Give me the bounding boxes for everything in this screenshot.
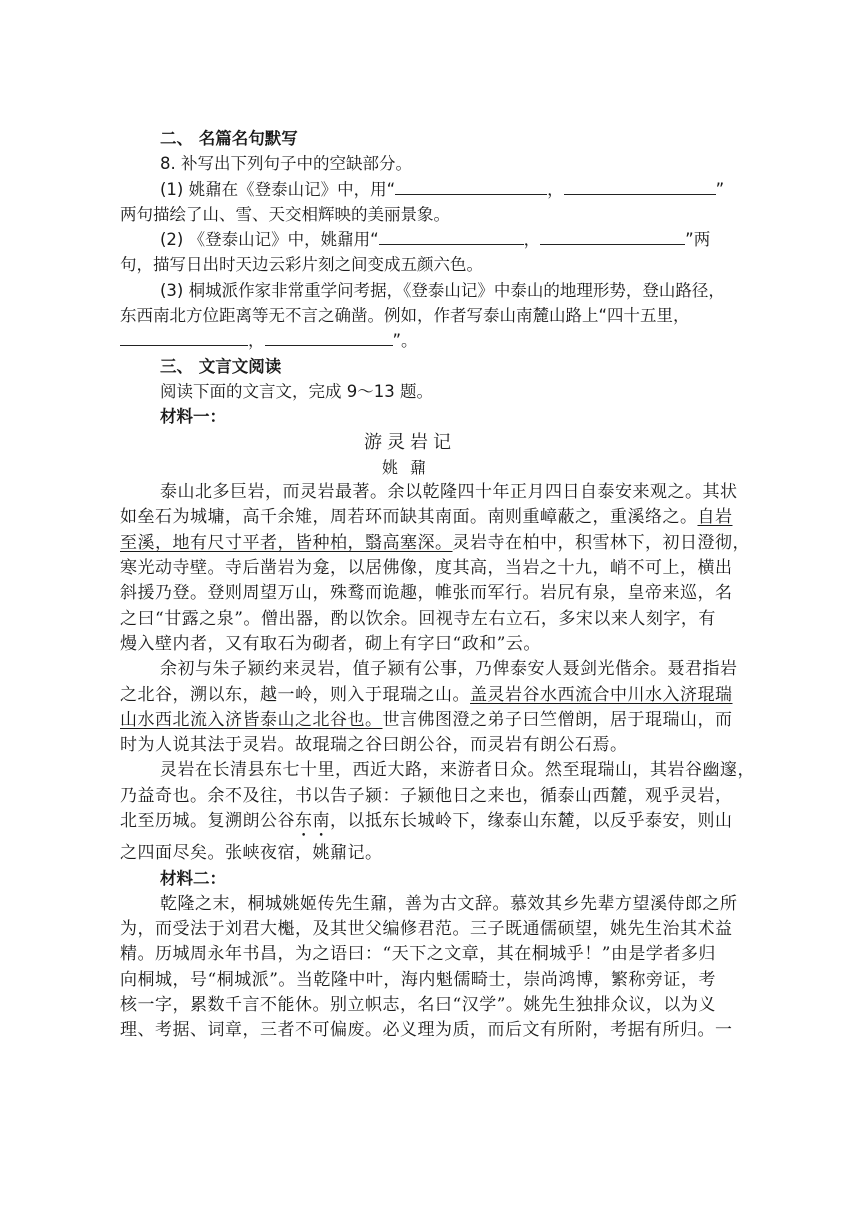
question-8-1-continued: 两句描绘了山、雪、天交相辉映的美丽景象。 xyxy=(120,204,450,224)
paragraph-line: 熳入壁内者，又有取石为砌者，砌上有字曰“政和”云。 xyxy=(120,633,541,654)
question-8-3-continued: 东西南北方位距离等无不言之确凿。例如，作者写泰山南麓山路上“四十五里， xyxy=(120,306,690,326)
paragraph-line: 精。历城周永年书昌，为之语曰：“天下之文章，其在桐城乎！”由是学者多归 xyxy=(120,944,716,965)
paragraph-line: 之四面尽矣。张峡夜宿，姚鼐记。 xyxy=(120,843,383,864)
section-heading-3: 三、 文言文阅读 xyxy=(160,356,282,376)
paragraph-line: 时为人说其法于灵岩。故琨瑞之谷曰朗公谷，而灵岩有朗公石焉。 xyxy=(120,735,628,756)
underlined-sentence: 山水西北流入济皆泰山之北谷也。 xyxy=(120,709,383,730)
underlined-sentence: 至溪，地有尺寸平者，皆种柏，翳高塞深。 xyxy=(120,532,453,553)
question-8-2: (2) 《登泰山记》中，姚鼐用“ ， ”两 xyxy=(160,227,740,252)
paragraph-line: 核一字，累数千言不能休。别立帜志，名曰“汉学”。姚先生独排众议，以为义 xyxy=(120,994,716,1015)
answer-blank[interactable] xyxy=(564,177,716,195)
section-heading-2: 二、 名篇名句默写 xyxy=(160,129,298,148)
answer-blank[interactable] xyxy=(379,227,524,245)
paragraph-line: 乾隆之末，桐城姚姬传先生鼐，善为古文辞。慕效其乡先辈方望溪侍郎之所 xyxy=(160,893,738,914)
paragraph-line: 乃益奇也。余不及往，书以告子颍：子颍他日之来也，循泰山西麓，观乎灵岩， xyxy=(120,785,733,806)
reading-intro: 阅读下面的文言文，完成 9～13 题。 xyxy=(160,381,433,401)
paragraph-line: 为，而受法于刘君大櫆，及其世父编修君范。三子既通儒硕望，姚先生治其术益 xyxy=(120,918,733,939)
emphasized-word: 东南 xyxy=(295,811,330,832)
essay-author: 姚鼐 xyxy=(381,457,438,477)
document-page xyxy=(120,126,755,1043)
paragraph-line: 寒光动寺壁。寺后凿岩为龛，以居佛像，度其高，当岩之十九，峭不可上，横出 xyxy=(120,558,733,579)
paragraph-line: 之北谷，溯以东，越一岭，则入于琨瑞之山。盖灵岩谷水西流合中川水入济琨瑞 xyxy=(120,684,733,705)
paragraph-line: 余初与朱子颍约来灵岩，值子颍有公事，乃俾泰安人聂剑光偕余。聂君指岩 xyxy=(160,659,738,680)
question-8-1: (1) 姚鼐在《登泰山记》中，用“ ， ” xyxy=(160,177,740,202)
answer-blank[interactable] xyxy=(265,328,393,346)
question-8: 8. 补写出下列句子中的空缺部分。 xyxy=(160,154,412,174)
paragraph-line: 斜援乃登。登则周望万山，殊鹜而诡趣，帷张而军行。岩凥有泉，皇帝来巡，名 xyxy=(120,583,733,604)
paragraph-line: 之曰“甘露之泉”。僧出器，酌以饮余。回视寺左右立石，多宋以来人刻字，有 xyxy=(120,608,716,629)
material-2-label: 材料二： xyxy=(160,869,226,889)
answer-blank[interactable] xyxy=(120,328,248,346)
paragraph-line: 理、考据、词章，三者不可偏废。必义理为质，而后文有所附，考据有所归。一 xyxy=(120,1020,733,1041)
paragraph-line: 如垒石为城墉，高千余雉，周若环而缺其南面。南则重嶂蔽之，重溪络之。自岩 xyxy=(120,507,733,528)
essay-title: 游灵岩记 xyxy=(364,431,456,453)
paragraph-line: 向桐城，号“桐城派”。当乾隆中叶，海内魁儒畸士，崇尚鸿博，繁称旁证，考 xyxy=(120,969,716,990)
answer-blank[interactable] xyxy=(540,227,685,245)
paragraph-line: 泰山北多巨岩，而灵岩最著。余以乾隆四十年正月四日自泰安来观之。其状 xyxy=(160,482,738,503)
paragraph-line: 山水西北流入济皆泰山之北谷也。世言佛图澄之弟子曰竺僧朗，居于琨瑞山，而 xyxy=(120,709,733,730)
question-8-2-continued: 句，描写日出时天边云彩片刻之间变成五颜六色。 xyxy=(120,255,483,275)
underlined-sentence: 自岩 xyxy=(697,507,733,528)
underlined-sentence: 盖灵岩谷水西流合中川水入济琨瑞 xyxy=(470,684,733,705)
question-8-3: (3) 桐城派作家非常重学问考据，《登泰山记》中泰山的地理形势，登山路径， xyxy=(160,280,725,300)
question-8-3-blanks: ， ”。 xyxy=(120,328,740,353)
material-1-label: 材料一： xyxy=(160,407,226,427)
paragraph-line: 至溪，地有尺寸平者，皆种柏，翳高塞深。灵岩寺在柏中，积雪林下，初日澄彻， xyxy=(120,532,750,553)
answer-blank[interactable] xyxy=(395,177,547,195)
paragraph-line: 灵岩在长清县东七十里，西近大路，来游者日众。然至琨瑞山，其岩谷幽邃， xyxy=(160,760,755,781)
paragraph-line: 北至历城。复溯朗公谷东南，以抵东长城岭下，缘泰山东麓，以反乎泰安，则山 xyxy=(120,811,733,832)
